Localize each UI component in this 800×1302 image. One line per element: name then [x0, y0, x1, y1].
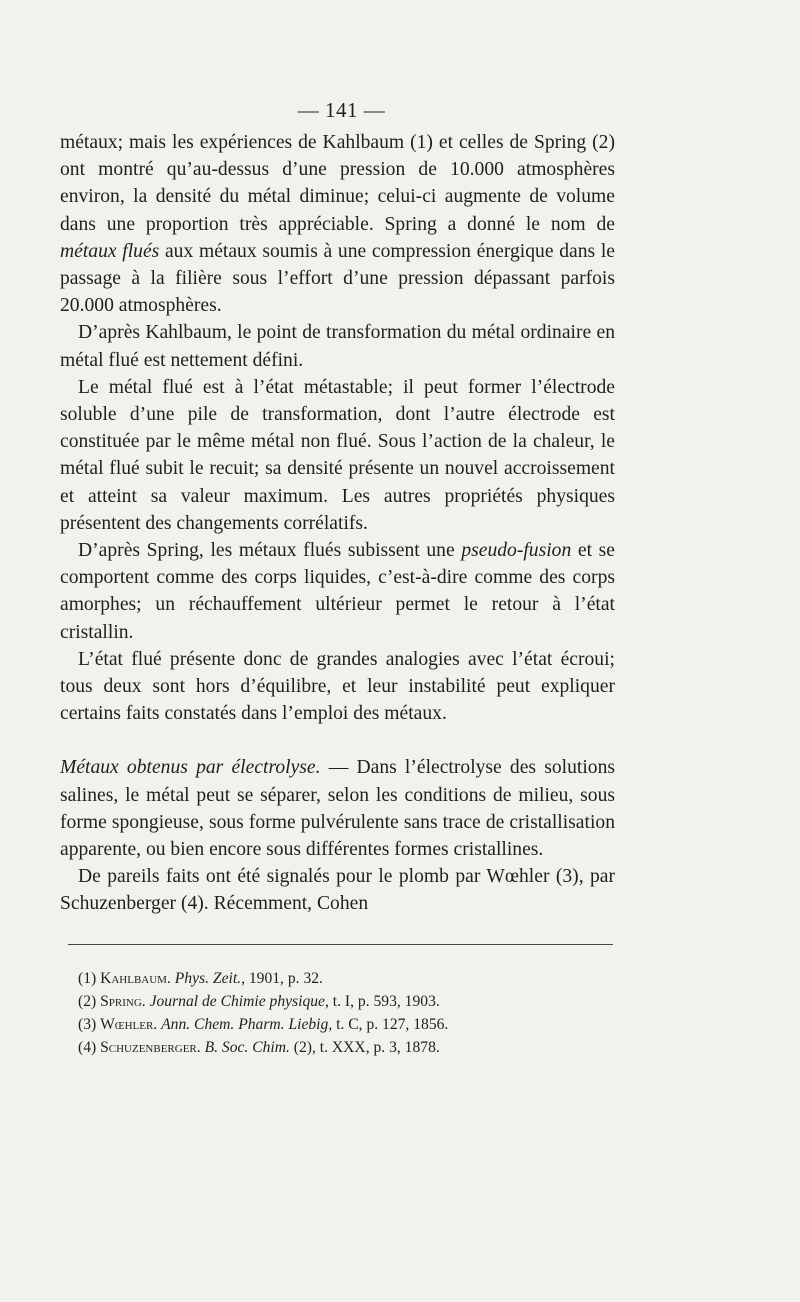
footnote: (2) Spring. Journal de Chimie physique, t. I, p. 593, 1903. [78, 992, 440, 1010]
paragraph-7: De pareils faits ont été signalés pour le plomb par Wœhler (3), par Schuzenberger (4). Récemment, Cohen [60, 866, 615, 915]
footnote: (1) Kahlbaum. Phys. Zeit., 1901, p. 32. [78, 969, 323, 987]
paragraph-1: métaux; mais les expériences de Kahlbaum (1) et celles de Spring (2) ont montré qu’au-dessus d’une pression de 10.000 atmosphères environ, la densité du métal diminue; celui-ci augmente de volume dans une proportion très appréciable. Spring a donné le nom de métaux flués aux métaux soumis à une compression énergique dans le passage à la filière sous l’effort d’une pression dépassant parfois 20.000 atmosphères. [60, 132, 615, 317]
footnote: (4) Schuzenberger. B. Soc. Chim. (2), t. XXX, p. 3, 1878. [78, 1038, 440, 1056]
paragraph-2: D’après Kahlbaum, le point de transformation du métal ordinaire en métal flué est nettement défini. [60, 322, 615, 371]
section-paragraph: Métaux obtenus par électrolyse. — Dans l’électrolyse des solutions salines, le métal peut se séparer, selon les conditions de milieu, sous forme spongieuse, sous forme pulvérulente sans trace de cristallisation apparente, ou bien encore sous différentes formes cristallines. [60, 757, 616, 861]
footnote: (3) Wœhler. Ann. Chem. Pharm. Liebig, t. C, p. 127, 1856. [78, 1015, 449, 1033]
section-heading: Métaux obtenus par électrolyse. [60, 757, 321, 779]
book-page [60, 98, 615, 1059]
paragraph-5: L’état flué présente donc de grandes analogies avec l’état écroui; tous deux sont hors d’équilibre, et leur instabilité peut expliquer certains faits constatés dans l’emploi des métaux. [60, 648, 615, 725]
paragraph-3: Le métal flué est à l’état métastable; il peut former l’électrode soluble d’une pile de transformation, dont l’autre électrode est constituée par le même métal non flué. Sous l’action de la chaleur, le métal flué subit le recuit; sa densité présente un nouvel accroissement et atteint sa valeur maximum. Les autres propriétés physiques présentent des changements corrélatifs. [60, 376, 615, 534]
paragraph-4: D’après Spring, les métaux flués subissent une pseudo-fusion et se comportent comme des corps liquides, c’est-à-dire comme des corps amorphes; un réchauffement ultérieur permet le retour à l’état cristallin. [60, 540, 616, 643]
page-number: — 141 — [297, 98, 386, 122]
italic-term: métaux flués [60, 240, 160, 262]
footnotes [60, 967, 615, 1059]
italic-term: pseudo-fusion [461, 540, 572, 562]
footnote-divider [68, 944, 613, 945]
